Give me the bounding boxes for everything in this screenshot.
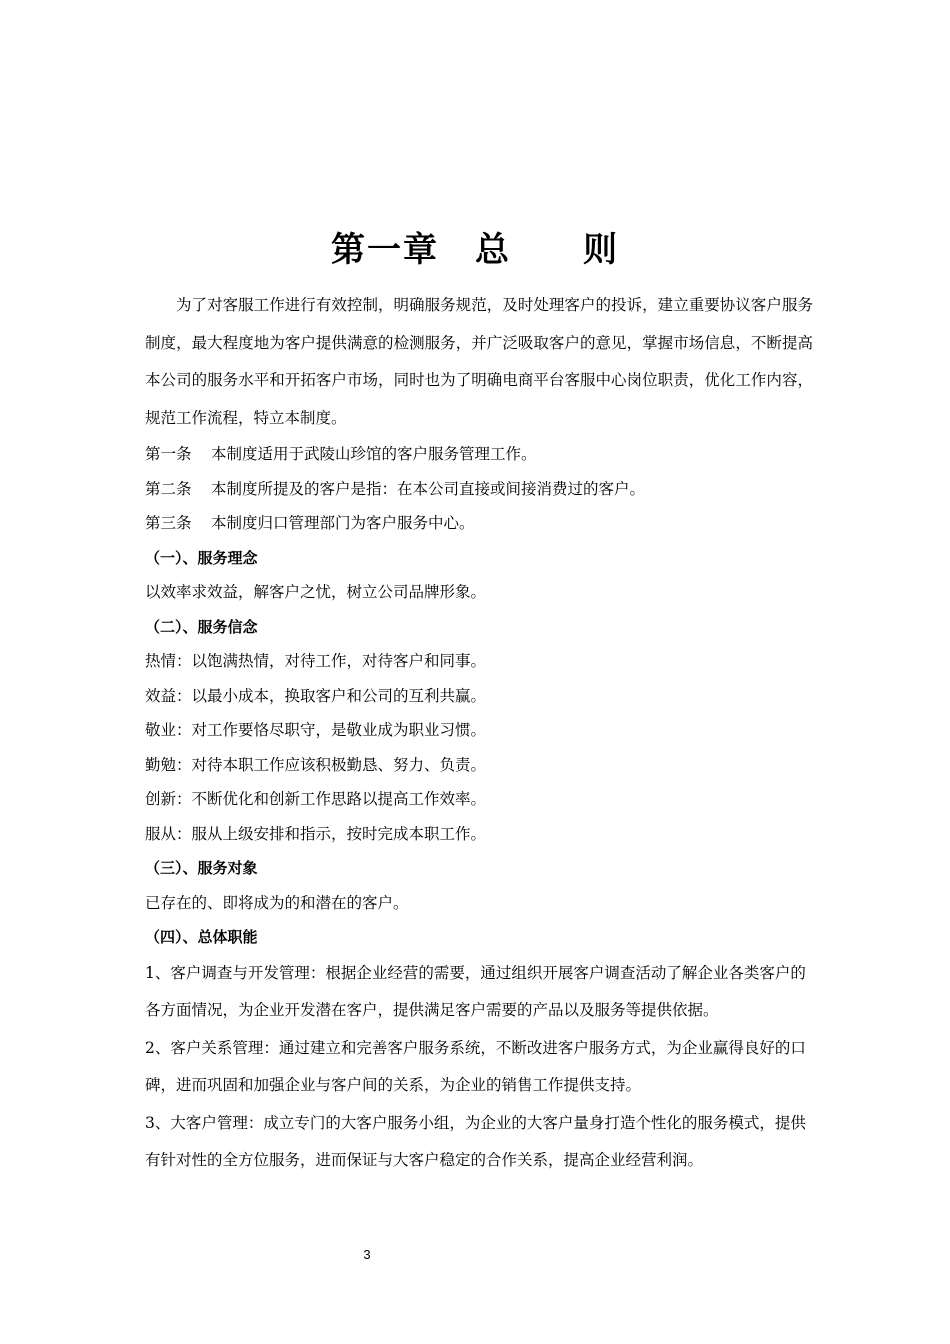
chapter-title bbox=[0, 226, 950, 274]
service-targets-text: 已存在的、即将成为的和潜在的客户。 bbox=[145, 893, 409, 912]
belief-item: 勤勉：对待本职工作应该积极勤恳、努力、负责。 bbox=[145, 755, 487, 774]
intro-paragraph: 为了对客服工作进行有效控制，明确服务规范，及时处理客户的投诉，建立重要协议客户服务制度，最大程度地为客户提供满意的检测服务，并广泛吸取客户的意见，掌握市场信息，不断提高本公司的服务水平和开拓客户市场，同时也为了明确电商平台客服中心岗位职责，优化工作内容，规范工作流程，特立本制度。 bbox=[145, 296, 813, 427]
page-number: 3 bbox=[363, 1247, 371, 1262]
chapter-number: 第一章 bbox=[331, 230, 439, 270]
belief-item: 创新：不断优化和创新工作思路以提高工作效率。 bbox=[145, 790, 487, 808]
article-1 bbox=[145, 437, 813, 472]
document-body bbox=[145, 287, 813, 1180]
function-item: 3、大客户管理：成立专门的大客户服务小组，为企业的大客户量身打造个性化的服务模式，提供有针对性的全方位服务，进而保证与大客户稳定的合作关系，提高企业经营利润。 bbox=[145, 1113, 806, 1169]
section-heading-service-targets: （三）、服务对象 bbox=[145, 859, 258, 877]
function-item: 1、客户调查与开发管理：根据企业经营的需要，通过组织开展客户调查活动了解企业各类客户的各方面情况，为企业开发潜在客户，提供满足客户需要的产品以及服务等提供依据。 bbox=[145, 963, 806, 1019]
belief-item: 热情：以饱满热情，对待工作，对待客户和同事。 bbox=[145, 652, 487, 670]
article-3-text: 本制度归口管理部门为客户服务中心。 bbox=[211, 514, 475, 532]
article-2-text: 本制度所提及的客户是指：在本公司直接或间接消费过的客户。 bbox=[211, 479, 646, 498]
service-philosophy-text: 以效率求效益，解客户之忧，树立公司品牌形象。 bbox=[145, 583, 487, 601]
belief-item: 效益：以最小成本，换取客户和公司的互利共赢。 bbox=[145, 686, 487, 705]
section-heading-service-beliefs: （二）、服务信念 bbox=[145, 617, 258, 636]
article-2 bbox=[145, 472, 813, 507]
chapter-title-char-1: 总 bbox=[475, 230, 511, 270]
article-3 bbox=[145, 506, 813, 541]
chapter-title-char-2: 则 bbox=[583, 230, 619, 270]
section-heading-service-philosophy: （一）、服务理念 bbox=[145, 548, 258, 567]
function-item: 2、客户关系管理：通过建立和完善客户服务系统，不断改进客户服务方式，为企业赢得良好的口碑，进而巩固和加强企业与客户间的关系，为企业的销售工作提供支持。 bbox=[145, 1038, 806, 1094]
section-heading-general-functions: （四）、总体职能 bbox=[145, 928, 258, 946]
belief-item: 服从：服从上级安排和指示，按时完成本职工作。 bbox=[145, 824, 487, 843]
article-1-number: 第一条 bbox=[145, 445, 192, 463]
belief-item: 敬业：对工作要恪尽职守，是敬业成为职业习惯。 bbox=[145, 721, 487, 739]
article-2-number: 第二条 bbox=[145, 479, 192, 498]
article-3-number: 第三条 bbox=[145, 514, 192, 532]
article-1-text: 本制度适用于武陵山珍馆的客户服务管理工作。 bbox=[211, 445, 537, 463]
